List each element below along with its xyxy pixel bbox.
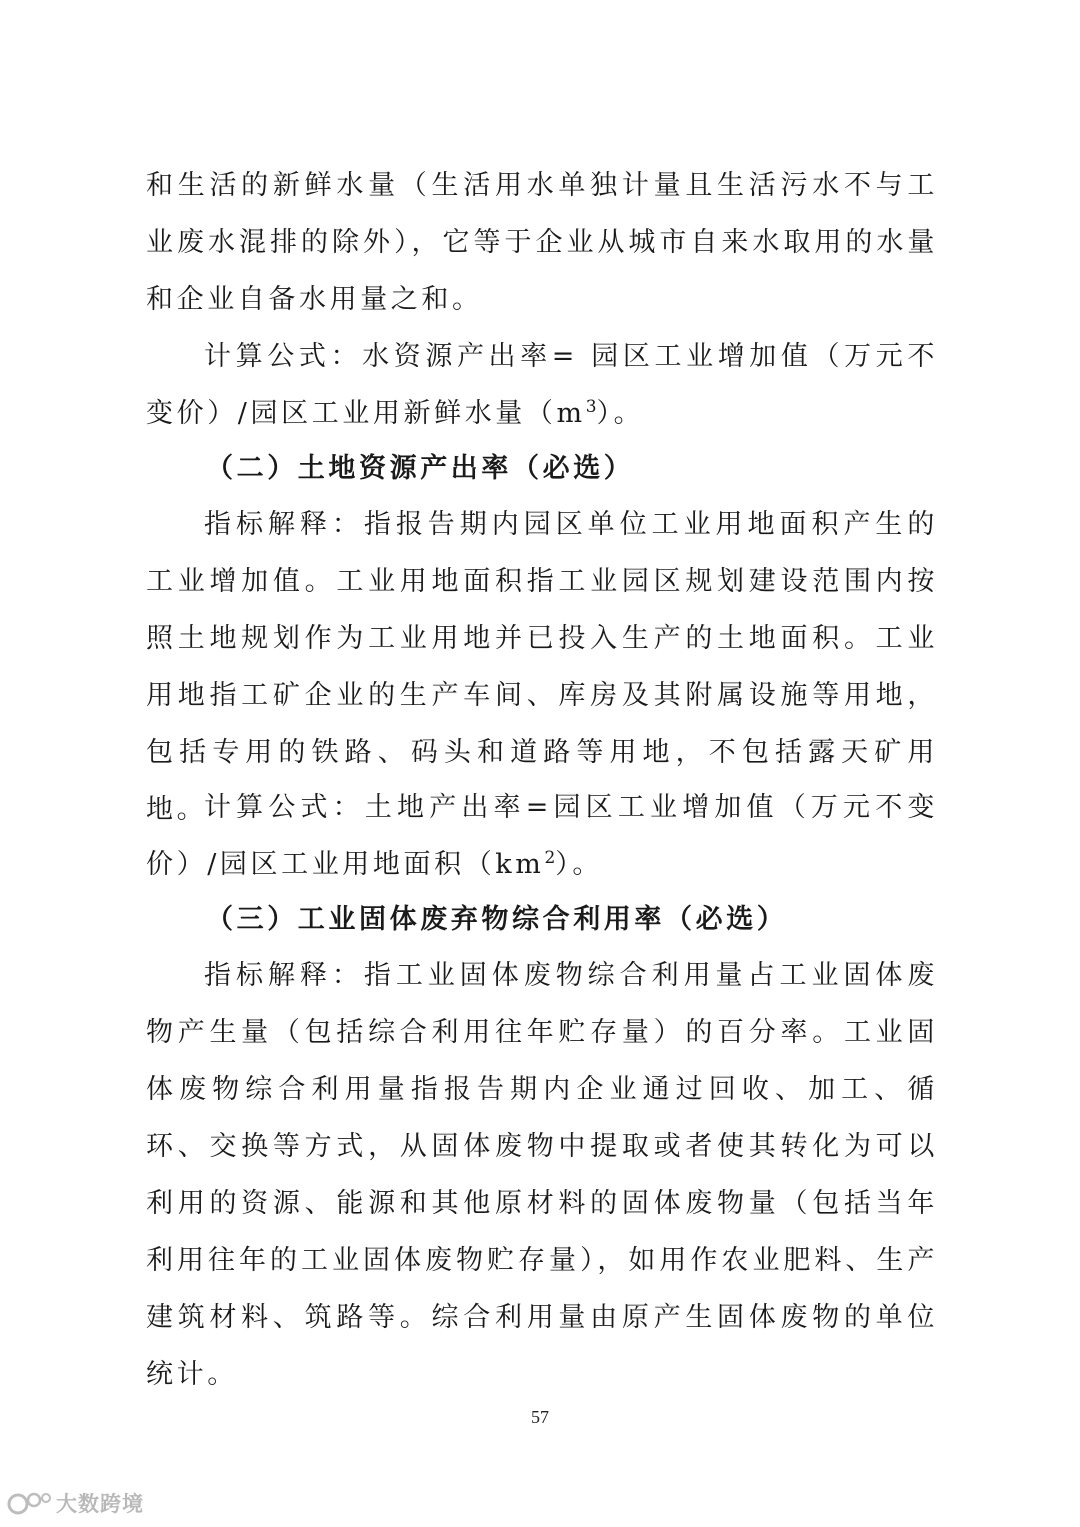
land-formula-superscript: 2 <box>544 848 556 868</box>
section-2-heading: （二）土地资源产出率（必选） <box>206 453 635 484</box>
section-2-explanation: 指标解释：指报告期内园区单位工业用地面积产生的工业增加值。工业用地面积指工业园区规划建设范围内按照土地规划作为工业用地并已投入生产的土地面积。工业用地指工矿企业的生产车间、库房及其附属设施等用地，包括专用的铁路、码头和道路等用地，不包括露天矿用地。 <box>146 509 938 825</box>
watermark-text: 大数跨境 <box>56 1492 144 1516</box>
water-formula-suffix: ）。 <box>596 398 645 429</box>
watermark <box>6 1488 144 1518</box>
land-formula-suffix: ）。 <box>555 849 603 880</box>
water-formula-paragraph <box>146 328 938 442</box>
section-2-formula-paragraph <box>146 779 938 893</box>
section-3-explanation: 指标解释：指工业固体废物综合利用量占工业固体废物产生量（包括综合利用往年贮存量）的百分率。工业固体废物综合利用量指报告期内企业通过回收、加工、循环、交换等方式，从固体废物中提取或者使其转化为可以利用的资源、能源和其他原材料的固体废物量（包括当年利用往年的工业固体废物贮存量），如用作农业肥料、生产建筑材料、筑路等。综合利用量由原产生固体废物的单位统计。 <box>146 960 938 1390</box>
page-number: 57 <box>531 1407 549 1427</box>
water-formula-superscript: 3 <box>585 397 597 417</box>
brand-logo-icon <box>6 1490 52 1516</box>
continuation-paragraph: 和生活的新鲜水量（生活用水单独计量且生活污水不与工业废水混排的除外），它等于企业从城市自来水取用的水量和企业自备水用量之和。 <box>146 170 938 315</box>
land-formula-text: 计算公式：土地产出率=园区工业增加值（万元不变价）/园区工业用地面积（km <box>146 792 938 880</box>
section-3-heading: （三）工业固体废弃物综合利用率（必选） <box>206 904 788 935</box>
water-formula-text: 计算公式：水资源产出率= 园区工业增加值（万元不变价）/园区工业用新鲜水量（m <box>146 341 938 429</box>
